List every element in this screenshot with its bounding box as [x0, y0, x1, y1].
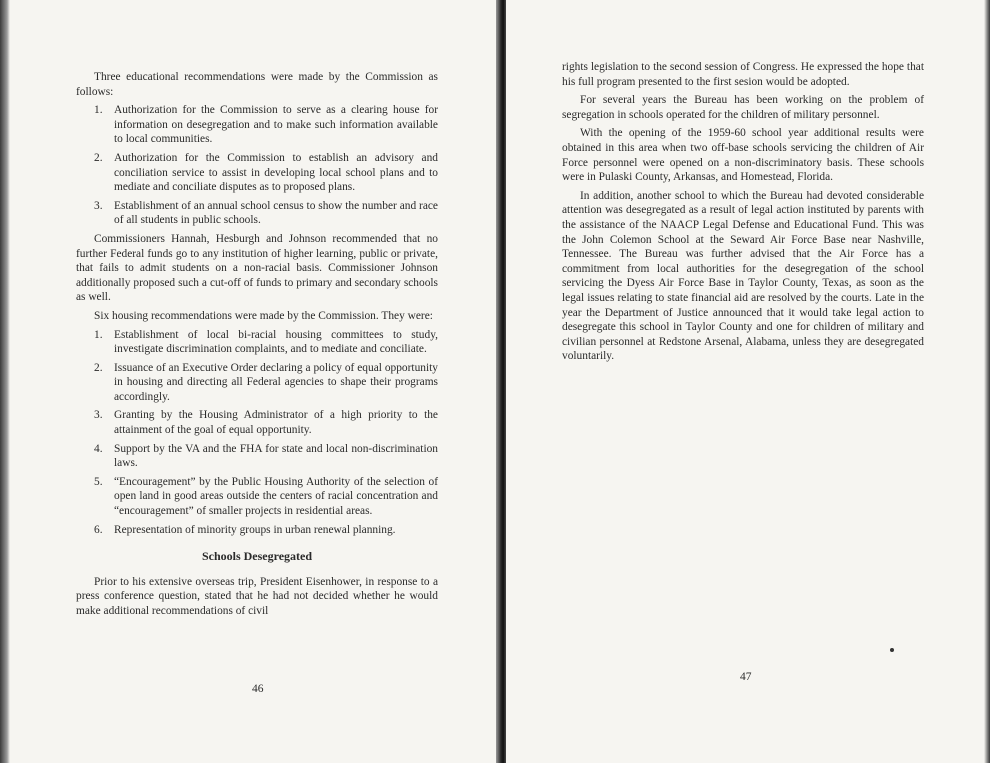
- list-item-text: Granting by the Housing Administrator of a high priority to the attainment of the goal of equal opportunity.: [114, 409, 438, 437]
- right-page-text: [562, 60, 924, 368]
- section-heading: Schools Desegregated: [201, 549, 313, 564]
- educational-recommendations-list: [76, 103, 438, 228]
- bureau-paragraph: For several years the Bureau has been working on the problem of segregation in schools operated for the children of military personnel.: [562, 94, 924, 121]
- list-item-text: Issuance of an Executive Order declaring a policy of equal opportunity in housing and directing all Federal agencies to shape their programs accordingly.: [114, 361, 438, 403]
- list-item: [76, 475, 438, 519]
- list-item-number: 6.: [94, 523, 103, 536]
- housing-intro-paragraph: Six housing recommendations were made by the Commission. They were:: [94, 309, 433, 322]
- list-item: [76, 199, 438, 228]
- addition-paragraph: In addition, another school to which the Bureau had devoted considerable attention was desegregated as a result of legal action instituted by parents with the assistance of the NAACP Legal Defense and Educational Fund. This was the John Colemon School at the Seward Air Force Base near Nashville, Tennessee. The Bureau was further advised that the Air Force has a commitment from local authorities for the desegregation of the school servicing the Dyess Air Force Base in Taylor County, Texas, as soon as the legal issues relating to state financial aid are resolved by the courts. Late in the year the Department of Justice announced that it would take legal action to desegregate this school in Taylor County and one for children of military and civilian personnel at Redstone Arsenal, Alabama, unless they are desegregated voluntarily.: [562, 189, 924, 363]
- housing-recommendations-list: [76, 328, 438, 538]
- list-item-number: 3.: [94, 409, 103, 422]
- list-item-number: 2.: [94, 361, 103, 374]
- list-item-number: 4.: [94, 442, 103, 455]
- list-item-text: Establishment of an annual school census to show the number and race of all students in public schools.: [114, 199, 438, 227]
- list-item-text: “Encouragement” by the Public Housing Authority of the selection of open land in good areas outside the centers of racial concentration and “encouragement” of smaller projects in residential areas.: [114, 475, 438, 518]
- list-item: [76, 408, 438, 437]
- left-page-text: [76, 70, 438, 623]
- list-item: [76, 151, 438, 195]
- list-item: [76, 361, 438, 405]
- left-page-edge: [0, 0, 10, 763]
- intro-paragraph: Three educational recommendations were made by the Commission as follows:: [76, 71, 438, 98]
- list-item-text: Authorization for the Commission to serve as a clearing house for information on desegregation and to make such information available to local communities.: [114, 104, 438, 146]
- commissioners-paragraph: Commissioners Hannah, Hesburgh and Johnson recommended that no further Federal funds go to any institution of higher learning, public or private, that fails to admit students on a non-racial basis. Commissioner Johnson additionally proposed such a cut-off of funds to primary and secondary schools as well.: [76, 232, 438, 304]
- list-item-text: Representation of minority groups in urban renewal planning.: [114, 523, 396, 536]
- page-number: 47: [740, 671, 752, 683]
- list-item-number: 2.: [94, 151, 103, 164]
- list-item: [76, 442, 438, 471]
- right-page: [506, 0, 990, 763]
- continued-paragraph: rights legislation to the second session of Congress. He expressed the hope that his full program presented to the first sesion would be adopted.: [562, 61, 924, 88]
- eisenhower-paragraph: Prior to his extensive overseas trip, President Eisenhower, in response to a press conference question, stated that he had not decided whether he would make additional recommendations of civil: [76, 575, 438, 617]
- list-item-number: 5.: [94, 475, 103, 488]
- list-item-text: Authorization for the Commission to establish an advisory and conciliation service to assist in developing local school plans and to mediate and conciliate disputes as to proposed plans.: [114, 151, 438, 194]
- ink-speck: [890, 648, 894, 652]
- list-item-number: 1.: [94, 104, 103, 117]
- right-page-edge: [984, 0, 990, 763]
- list-item-text: Establishment of local bi-racial housing committees to study, investigate discrimination complaints, and to mediate and conciliate.: [114, 328, 438, 356]
- opening-paragraph: With the opening of the 1959-60 school year additional results were obtained in this area when two off-base schools servicing the children of Air Force personnel were opened on a non-discriminatory basis. These schools were in Pulaski County, Arkansas, and Homestead, Florida.: [562, 127, 924, 184]
- list-item: [76, 328, 438, 357]
- list-item-number: 3.: [94, 199, 103, 212]
- list-item: [76, 103, 438, 147]
- list-item-text: Support by the VA and the FHA for state and local non-discrimination laws.: [114, 442, 438, 470]
- list-item-number: 1.: [94, 328, 103, 341]
- list-item: [76, 523, 438, 538]
- page-number: 46: [252, 683, 264, 695]
